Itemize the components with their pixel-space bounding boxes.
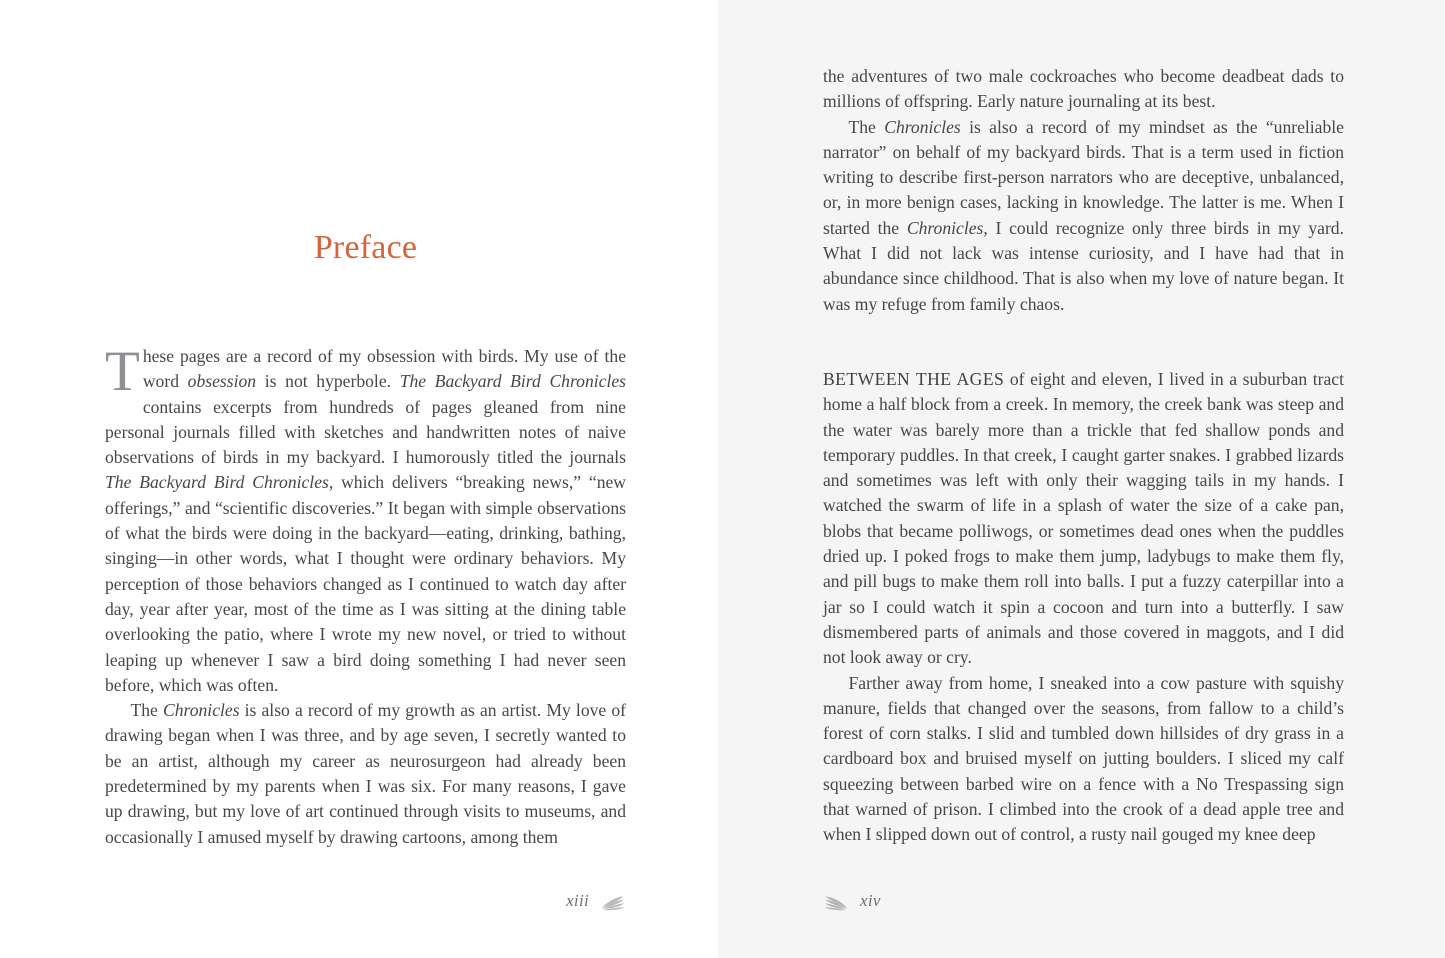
paragraph [105, 340, 627, 698]
italic-text: Chronicles [884, 116, 961, 137]
italic-text: Chronicles [162, 700, 240, 721]
folio-right [823, 891, 1344, 911]
paragraph [105, 698, 626, 850]
feather-ornament [823, 891, 849, 911]
body-text: the adventures of two male cockroaches who become deadbeat dads to millions of offspring. Early nature journaling at its best. [823, 66, 1344, 112]
right-page [718, 0, 1445, 958]
body-text: which delivers “breaking news,” “new offerings,” and “scientific discoveries.” It began with simple observations of what the birds were doing in the backyard—eating, drinking, bathing, singing—in other words, what I thought were ordinary behaviors. My perception of those behaviors changed as I continued to watch day after day, year after year, most of the time as I was sitting at the dining table overlooking the patio, where I wrote my new novel, or tried to without leaping up whenever I saw a bird doing something I had never seen before, which was often. [105, 472, 627, 695]
italic-text: obsession [187, 371, 257, 392]
body-text: is also a record of my mindset as the “unreliable narrator” on behalf of my backyard birds. That is a term used in fiction writing to describe first-person narrators who are deceptive, unbalanced, or, in more benign cases, lacking in knowledge. The latter is me. When I started the [823, 116, 1344, 238]
page-number: xiii [566, 891, 589, 910]
body-text: is also a record of my growth as an artist. My love of drawing began when I was three, and by age seven, I secretly wanted to be an artist, although my career as neurosurgeon had already been predetermined by my parents when I was six. For many reasons, I gave up drawing, but my love of art continued through visits to museums, and occasionally I amused myself by drawing cartoons, among them [105, 700, 626, 847]
italic-text: The Backyard Bird Chronicles, [105, 472, 334, 493]
body-text: is not hyperbole. [256, 371, 400, 392]
left-page-textblock [105, 340, 627, 850]
body-text: of eight and eleven, I lived in a suburban tract home a half block from a creek. In memory, the creek bank was steep and the water was barely more than a trickle that fed shallow ponds and temporary puddles. In that creek, I caught garter snakes. I grabbed lizards and sometimes was left with only their wagging tails in my hands. I watched the swarm of life in a splash of water the size of a cake pan, blobs that became polliwogs, or sometimes dead ones when the puddles dried up. I poked frogs to make them jump, ladybugs to make them fly, and pill bugs to make them roll into balls. I put a fuzzy caterpillar into a jar so I could watch it spin a cocoon and turn into a butterfly. I saw dismembered parts of animals and those covered in maggots, and I did not look away or cry. [823, 368, 1345, 668]
italic-text: Chronicles, [906, 217, 988, 238]
right-page-textblock [823, 64, 1344, 848]
paragraph-section-start [823, 367, 1344, 671]
small-caps-runin: BETWEEN THE AGES [823, 368, 1005, 389]
section-break [823, 317, 1344, 367]
body-text: Farther away from home, I sneaked into a cow pasture with squishy manure, fields that changed over the seasons, from fallow to a child’s forest of corn stalks. I slid and tumbled down hillsides of dry grass in a cardboard box and bruised myself on jutting boulders. I sliced my calf squeezing between barbed wire on a fence with a No Trespassing sign that warned of prison. I climbed into the crook of a dead apple tree and when I slipped down out of control, a rusty nail gouged my knee deep [823, 672, 1344, 845]
left-page [0, 0, 718, 958]
body-text: contains excerpts from hundreds of pages gleaned from nine personal journals filled with sketches and handwritten notes of naive observations of birds in my backyard. I humorously titled the journals [105, 396, 626, 468]
paragraph [823, 115, 1344, 317]
page-number: xiv [860, 891, 881, 910]
body-text: The [848, 116, 885, 137]
page-title: Preface [313, 228, 418, 266]
body-text: hese pages are a record of my obsession with birds. My use of the word [142, 346, 626, 392]
feather-ornament [600, 891, 626, 911]
paragraph [823, 64, 1344, 115]
body-text: The [130, 700, 163, 721]
italic-text: The Backyard Bird Chronicles [399, 371, 627, 392]
drop-cap: T [105, 340, 140, 403]
paragraph [823, 671, 1344, 848]
body-text: I could recognize only three birds in my yard. What I did not lack was intense curiosity, and I have had that in abundance since childhood. That is also when my love of nature began. It was my refuge from family chaos. [823, 217, 1344, 314]
folio-left [105, 891, 626, 911]
